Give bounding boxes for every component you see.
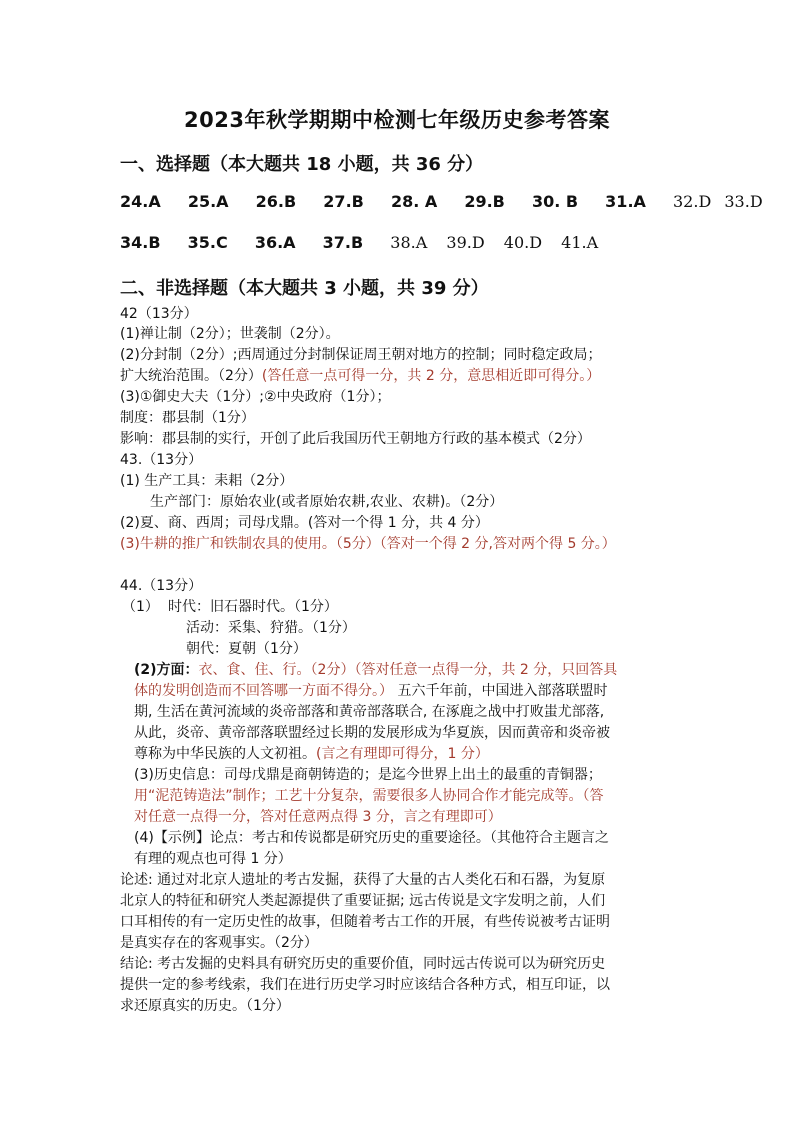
q44-part2-text1: 五六千年前，中国进入部落联盟时	[393, 683, 608, 699]
answer-41: 41.A	[561, 233, 599, 252]
answer-25: 25.A	[187, 192, 229, 211]
q44-part2-red2: 体的发明创造而不回答哪一方面不得分。）	[134, 683, 393, 699]
q44-part2-red1: 衣、食、住、行。（2分）（答对任意一点得一分，共 2 分，只回答具	[198, 662, 618, 678]
q44-argument-line4: 是真实存在的客观事实。（2分）	[120, 935, 318, 951]
q42-line6: 影响：郡县制的实行，开创了此后我国历代王朝地方行政的基本模式（2分）	[120, 431, 591, 447]
q43-line4: (3)牛耕的推广和铁制农具的使用。（5分）（答对一个得 2 分,答对两个得 5 分。）	[120, 536, 616, 552]
answer-33: 33.D	[724, 192, 763, 211]
q43-line2: 生产部门：原始农业(或者原始农耕,农业、农耕)。（2分）	[150, 494, 504, 510]
answer-40: 40.D	[503, 233, 543, 252]
q44-part4-line1: (4)【示例】论点：考古和传说都是研究历史的重要途径。（其他符合主题言之	[134, 830, 609, 846]
answer-30: 30. B	[531, 192, 579, 211]
answer-38: 38.A	[390, 233, 428, 252]
q44-part3-line3: 对任意一点得一分，答对任意两点得 3 分，言之有理即可）	[134, 809, 502, 825]
q44-part4-line2: 有理的观点也可得 1 分）	[134, 851, 292, 867]
answer-37: 37.B	[322, 233, 364, 252]
q44-argument-line3: 口耳相传的有一定历史性的故事，但随着考古工作的开展，有些传说被考古证明	[120, 914, 610, 930]
q44-part2-line3: 期, 生活在黄河流域的炎帝部落和黄帝部落联合, 在涿鹿之战中打败蚩尤部落,	[134, 704, 605, 720]
q44-part2-line5	[134, 744, 489, 764]
q44-part2-line1	[134, 660, 617, 680]
q44-part1-line2: 活动：采集、狩猎。（1分）	[186, 620, 356, 636]
q42-line5: 制度：郡县制（1分）	[120, 410, 255, 426]
section2-heading: 二、非选择题（本大题共 3 小题，共 39 分）	[120, 278, 489, 299]
section1-heading: 一、选择题（本大题共 18 小题，共 36 分）	[120, 154, 484, 175]
q44-part3-line1: (3)历史信息：司母戊鼎是商朝铸造的；是迄今世界上出土的最重的青铜器；	[134, 767, 602, 783]
q44-conclusion-line3: 求还原真实的历史。（1分）	[120, 998, 290, 1014]
q44-label: 44.（13分）	[120, 578, 203, 594]
answer-31: 31.A	[605, 192, 646, 211]
q42-line4: (3)①御史大夫（1分）;②中央政府（1分）；	[120, 389, 391, 405]
answer-35: 35.C	[187, 233, 228, 252]
q44-part2-prefix: (2)方面：	[134, 662, 199, 678]
answer-39: 39.D	[446, 233, 485, 252]
q42-line1: (1)禅让制（2分）；世袭制（2分）。	[120, 326, 340, 342]
answer-29: 29.B	[464, 192, 505, 211]
q42-line3	[120, 366, 600, 386]
answer-24: 24.A	[120, 192, 161, 211]
q44-conclusion-line1: 结论: 考古发掘的史料具有研究历史的重要价值，同时远古传说可以为研究历史	[120, 956, 606, 972]
answer-32: 32.D	[673, 192, 712, 211]
page-title: 2023年秋学期期中检测七年级历史参考答案	[184, 108, 610, 132]
q44-argument-line1: 论述: 通过对北京人遗址的考古发掘，获得了大量的古人类化石和石器，为复原	[120, 872, 606, 888]
answer-36: 36.A	[254, 233, 296, 252]
q44-conclusion-line2: 提供一定的参考线索，我们在进行历史学习时应该结合各种方式，相互印证，以	[120, 977, 610, 993]
q43-line3: (2)夏、商、西周；司母戊鼎。(答对一个得 1 分，共 4 分）	[120, 515, 489, 531]
q43-line1: (1) 生产工具：耒耜（2分）	[120, 473, 294, 489]
q42-line2: (2)分封制（2分）;西周通过分封制保证周王朝对地方的控制；同时稳定政局；	[120, 347, 602, 363]
answer-27: 27.B	[323, 192, 364, 211]
choice-answers-row1	[120, 192, 785, 211]
q44-part2-line2	[134, 681, 607, 701]
answer-34: 34.B	[120, 233, 161, 252]
q44-part1-num: （1）	[122, 599, 159, 615]
q44-part2-text2: 尊称为中华民族的人文初祖。	[134, 746, 316, 762]
q42-line3-text: 扩大统治范围。（2分）	[120, 368, 262, 384]
q44-part2-red3: (言之有理即可得分，1 分）	[316, 746, 489, 762]
answer-28: 28. A	[390, 192, 438, 211]
q42-scoring-note: (答任意一点可得一分，共 2 分，意思相近即可得分。）	[261, 368, 601, 384]
q44-argument-line2: 北京人的特征和研究人类起源提供了重要证据; 远古传说是文字发明之前，人们	[120, 893, 606, 909]
q44-part1-line1: 时代：旧石器时代。（1分）	[168, 599, 338, 615]
q42-label: 42（13分）	[120, 306, 198, 322]
answer-26: 26.B	[255, 192, 297, 211]
q44-part3-line2: 用“泥范铸造法”制作；工艺十分复杂，需要很多人协同合作才能完成等。（答	[134, 788, 604, 804]
q43-label: 43.（13分）	[120, 452, 203, 468]
q44-part1-line3: 朝代：夏朝（1分）	[186, 641, 307, 657]
choice-answers-row2	[120, 233, 620, 252]
q44-part2-line4: 从此，炎帝、黄帝部落联盟经过长期的发展形成为华夏族，因而黄帝和炎帝被	[134, 725, 610, 741]
